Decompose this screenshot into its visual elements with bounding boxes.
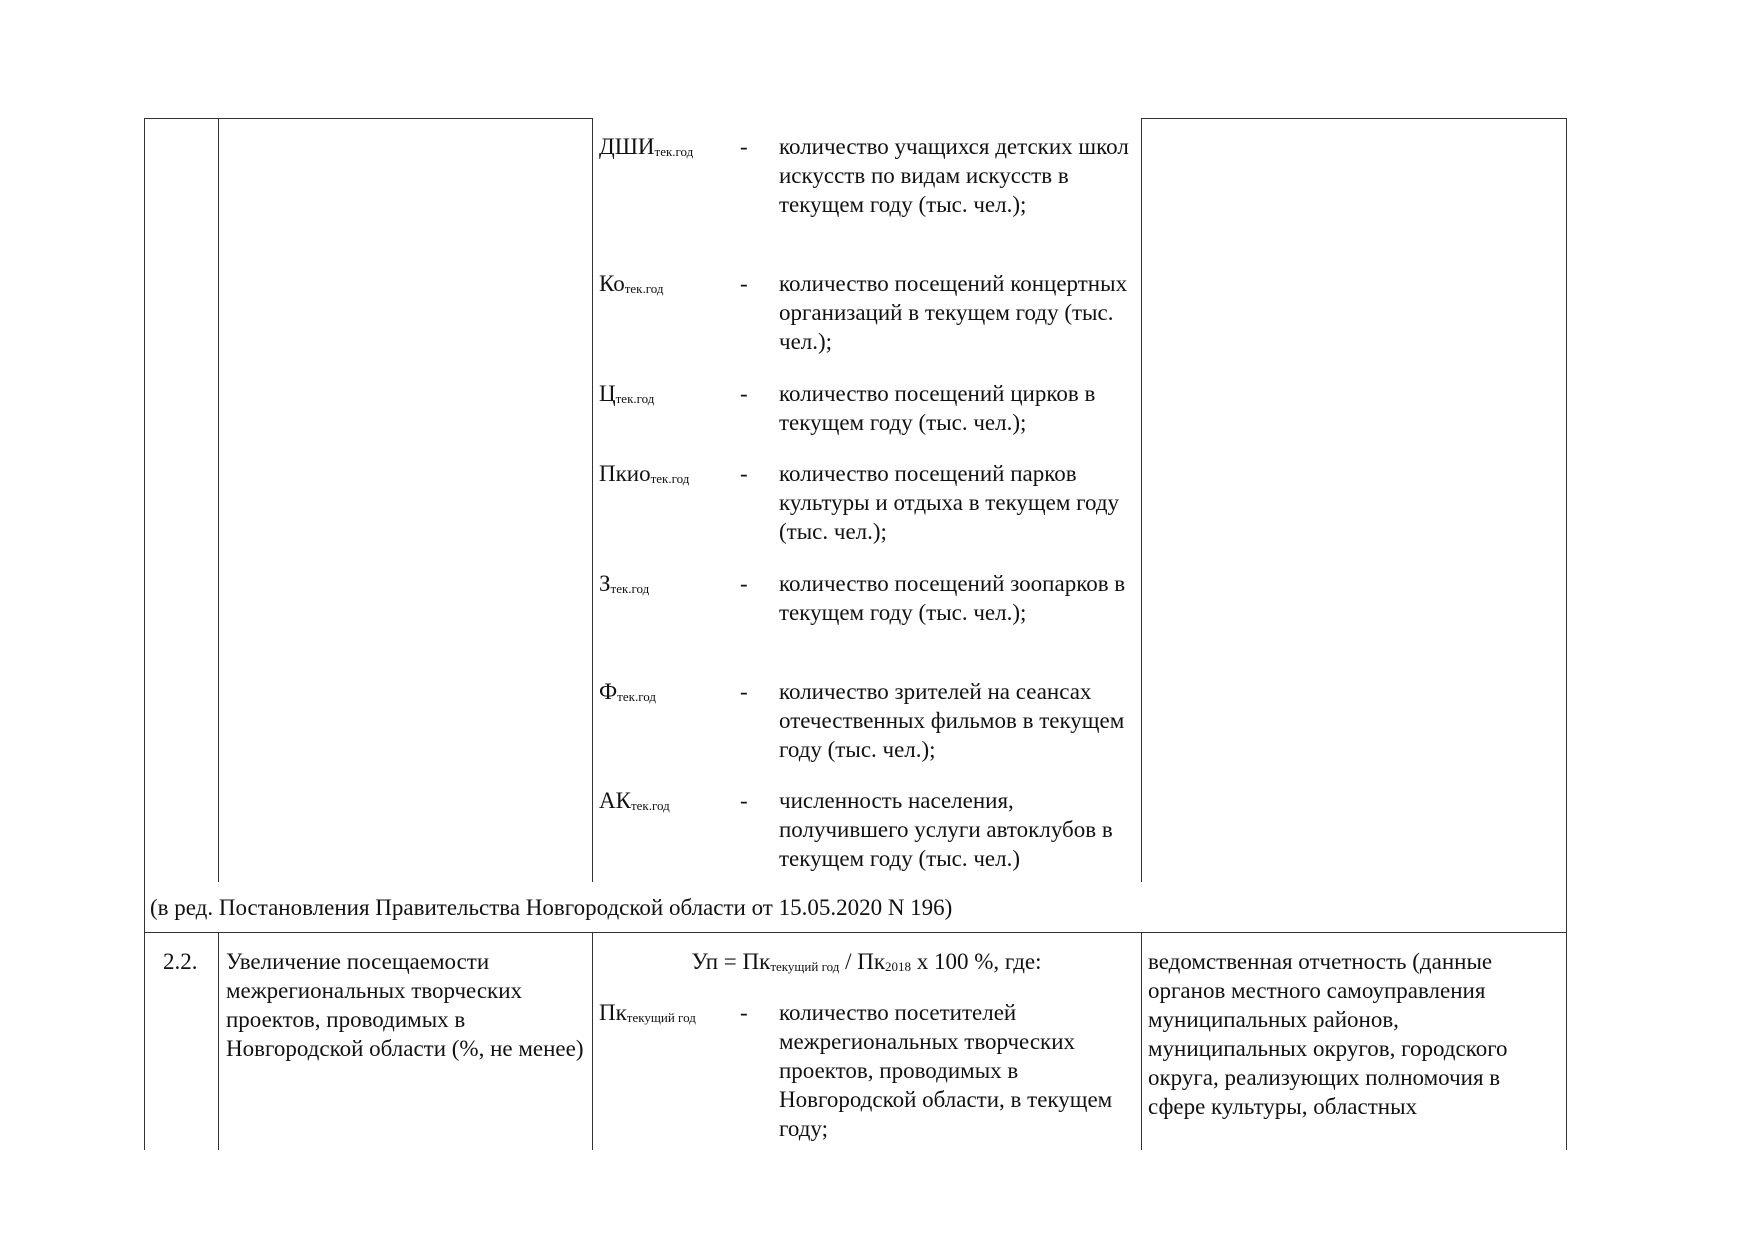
row-number: 2.2. [163, 949, 198, 974]
description: количество зрителей на сеансах отечественных фильмов в текущем году (тыс. чел.); [779, 679, 1125, 762]
dash: - [740, 1000, 748, 1025]
table-border-top-right [1141, 118, 1566, 119]
symbol: $Пк_{текущий год}$ [599, 1000, 696, 1025]
description: количество посещений зоопарков в текущем году (тыс. чел.); [779, 571, 1126, 625]
amendment-note: (в ред. Постановления Правительства Новгородской области от 15.05.2020 N 196) [150, 895, 953, 920]
formula: Уп = $Пк_{текущий год} / Пк_{2018}$ x 100 %, где: [691, 949, 1042, 974]
indicator-name: Увеличение посещаемости межрегиональных творческих проектов, проводимых в Новгородской области (%, не менее) [226, 949, 584, 1061]
symbol: Пкио$_{тек.год}$ [599, 461, 690, 486]
symbol: $Ф_{тек.год}$ [599, 679, 656, 704]
symbol: $АК_{тек.год}$ [599, 788, 670, 813]
dash: - [740, 788, 748, 813]
description: количество учащихся детских школ искусств по видам искусств в текущем году (тыс. чел.); [779, 134, 1129, 217]
col-divider [218, 932, 219, 1150]
dash: - [740, 679, 748, 704]
description: количество посещений парков культуры и отдыха в текущем году (тыс. чел.); [779, 461, 1120, 544]
symbol: $Ц_{тек.год}$ [599, 381, 655, 406]
table-border-right [1566, 118, 1567, 1150]
dash: - [740, 271, 748, 296]
dash: - [740, 134, 748, 159]
dash: - [740, 461, 748, 486]
description: количество посетителей межрегиональных творческих проектов, проводимых в Новгородской области, в текущем году; [779, 1000, 1113, 1141]
row-divider [144, 932, 1566, 933]
table-border-top-left [144, 118, 592, 119]
col-divider [218, 118, 219, 882]
symbol: $Ко_{тек.год}$ [599, 271, 664, 296]
description: численность населения, получившего услуги автоклубов в текущем году (тыс. чел.) [779, 788, 1113, 871]
col-divider [592, 118, 593, 882]
description: количество посещений концертных организаций в текущем году (тыс. чел.); [779, 271, 1128, 354]
description: количество посещений цирков в текущем году (тыс. чел.); [779, 381, 1096, 435]
dash: - [740, 381, 748, 406]
col-divider [1141, 932, 1142, 1150]
table-border-left [144, 118, 145, 1150]
symbol: $ДШИ_{тек.год}$ [599, 134, 694, 159]
symbol: $З_{тек.год}$ [599, 571, 650, 596]
col-divider [1141, 118, 1142, 882]
dash: - [740, 571, 748, 596]
data-source: ведомственная отчетность (данные органов местного самоуправления муниципальных районов, муниципальных округов, городского округа, реализующих полномочия в сфере культуры, областных [1148, 949, 1508, 1119]
